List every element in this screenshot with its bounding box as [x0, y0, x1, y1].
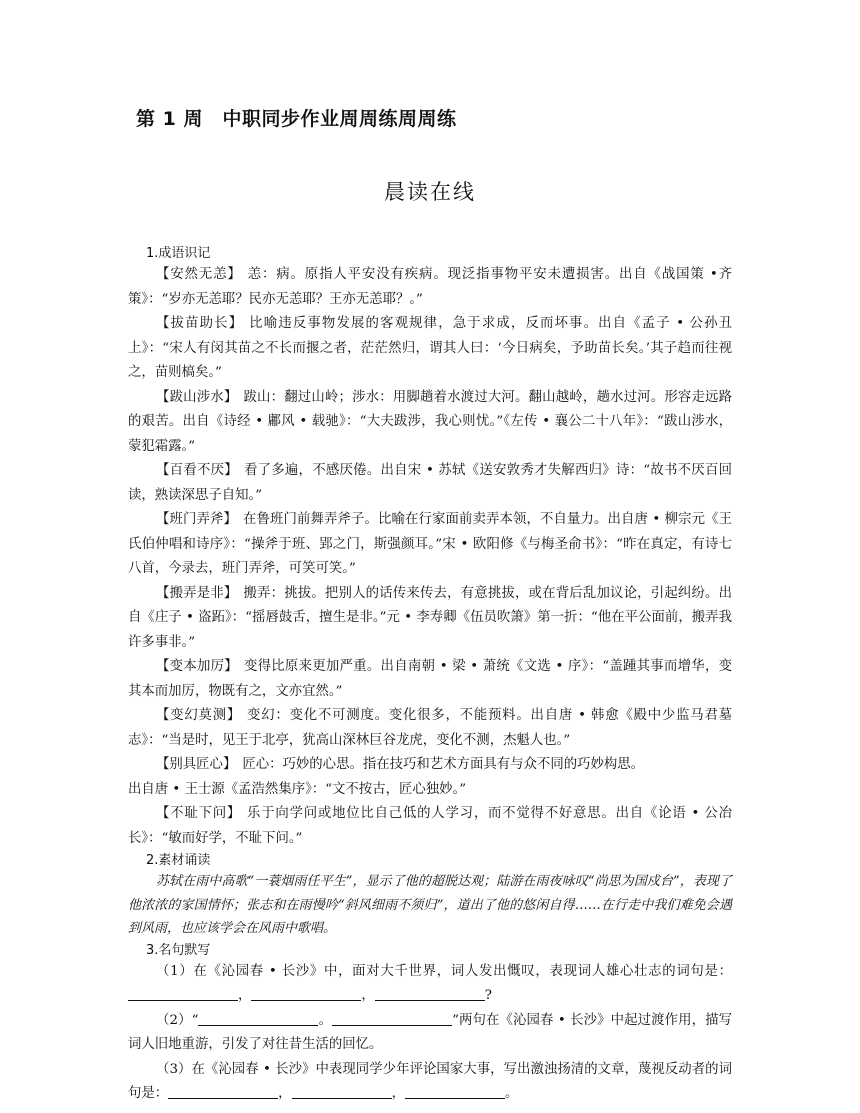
idiom-term: 【变本加厉】	[156, 659, 238, 674]
separator: ?	[484, 988, 492, 1003]
idiom-term: 【拔苗助长】	[156, 316, 244, 331]
idiom-entry	[128, 753, 732, 778]
answer-blank[interactable]	[168, 1083, 278, 1099]
section-label-quotes: 3.名句默写	[146, 942, 211, 958]
separator: ，	[278, 1086, 292, 1101]
idiom-term: 【百看不厌】	[156, 463, 238, 478]
idiom-term: 【安然无恙】	[156, 267, 242, 282]
idiom-text: 出自唐 • 王士源《孟浩然集序》：“文不按古，匠心独妙。”	[128, 781, 467, 797]
answer-blank[interactable]	[375, 985, 485, 1001]
idiom-entry	[128, 263, 732, 312]
idiom-term: 【搬弄是非】	[156, 585, 238, 601]
answer-blank[interactable]	[292, 1083, 392, 1099]
idiom-term: 【跋山涉水】	[156, 389, 238, 405]
idiom-term: 【别具匠心】	[156, 757, 237, 772]
idiom-text: 在鲁班门前舞弄斧子。比喻在行家面前卖弄本领，不自量力。出自唐 • 柳宗元《王氏伯仲唱和诗序》：“操斧于班、郢之门，斯强颜耳。”宋 • 欧阳修《与梅圣俞书》：“昨在真定，有诗七八首，今录去，班门弄斧，可笑可笑。”	[128, 512, 732, 576]
idiom-text: 恙：病。原指人平安没有疾病。现泛指事物平安未遭损害。出自《战国策 •齐策》：“岁亦无恙耶？民亦无恙耶？王亦无恙耶？。”	[128, 267, 732, 307]
separator: 。	[318, 1012, 333, 1028]
idiom-text: 比喻违反事物发展的客观规律，急于求成，反而坏事。出自《孟子 • 公孙丑上》：“宋人有闵其苗之不长而揠之者，茫茫然归，谓其人曰：‘今日病矣，予助苗长矣。’其子趋而往视之，苗则槁矣。”	[128, 316, 732, 380]
idiom-entry	[128, 508, 732, 582]
question-1-text: （1）在《沁园春 • 长沙》中，面对大千世界，词人发出慨叹，表现词人雄心壮志的词句是：	[156, 963, 732, 979]
answer-blank[interactable]	[251, 985, 361, 1001]
idiom-term: 【班门弄斧】	[156, 512, 237, 527]
question-3	[128, 1058, 732, 1107]
idiom-text: 变幻：变化不可测度。变化很多，不能预料。出自唐 • 韩愈《殿中少监马君墓志》：“当是时，见王于北亭，犹高山深林巨谷龙虎，变化不测，杰魁人也。”	[128, 708, 732, 748]
idiom-entry	[128, 459, 732, 508]
idiom-text: 看了多遍，不感厌倦。出自宋 • 苏轼《送安敦秀才失解西归》诗：“故书不厌百回读，熟读深思子自知。”	[128, 463, 732, 503]
idiom-entry	[128, 802, 732, 851]
idiom-entry	[128, 704, 732, 753]
idiom-text: 搬弄：挑拔。把别人的话传来传去，有意挑拔，或在背后乱加议论，引起纠纷。出自《庄子 • 盗跖》：“摇唇鼓舌，擅生是非。”元 • 李寿卿《伍员吹箫》第一折：“他在平公面前，搬弄我许多事非。”	[128, 585, 733, 650]
idiom-text: 跋山：翻过山岭；涉水：用脚趟着水渡过大河。翻山越岭，趟水过河。形容走远路的艰苦。出自《诗经 • 鄘风 • 载驰》：“大夫跋涉，我心则忧。”《左传 • 襄公二十八年》：“跋山涉水，蒙犯霜露。”	[128, 389, 733, 454]
idiom-text: 乐于向学问或地位比自己低的人学习，而不觉得不好意思。出自《论语 • 公冶长》：“敏而好学，不耻下问。”	[128, 806, 732, 846]
question-3-text: （3）在《沁园春 • 长沙》中表现同学少年评论国家大事，写出激浊扬清的文章，蔑视反动者的词句是：	[128, 1061, 732, 1101]
question-2-text: ”两句在《沁园春 • 长沙》中起过渡作用，描写词人旧地重游，引发了对往昔生活的回忆。	[128, 1012, 732, 1052]
idiom-entry	[128, 312, 732, 386]
idiom-entry	[128, 386, 732, 460]
idiom-text: 匠心：巧妙的心思。指在技巧和艺术方面具有与众不同的巧妙构思。	[242, 757, 645, 772]
separator: ，	[361, 988, 375, 1003]
idiom-term: 【不耻下问】	[156, 806, 242, 821]
material-passage: 苏轼在雨中高歌“一蓑烟雨任平生”，显示了他的超脱达观；陆游在雨夜咏叹“尚思为国戍台”，表现了他浓浓的家国情怀；张志和在雨慢吟“斜风细雨不须归”，道出了他的悠闲自得……在行走中我们难免会遇到风雨，也应该学会在风雨中歌唱。	[128, 874, 732, 936]
section-label-idioms: 1.成语识记	[146, 246, 211, 261]
answer-blank[interactable]	[405, 1083, 505, 1099]
idiom-entry	[128, 655, 732, 704]
idiom-entry-continuation	[128, 778, 732, 803]
question-1	[128, 960, 732, 1009]
idiom-entry	[128, 582, 732, 656]
answer-blank[interactable]	[198, 1010, 318, 1026]
question-2-prefix: （2）“	[156, 1012, 199, 1028]
section-label-material: 2.素材诵读	[146, 853, 211, 868]
separator: ，	[238, 988, 252, 1003]
answer-blank[interactable]	[332, 1010, 452, 1026]
idiom-text: 变得比原来更加严重。出自南朝 • 梁 • 萧统《文选 • 序》：“盖踵其事而增华，变其本而加厉，物既有之，文亦宜然。”	[128, 659, 732, 699]
document-heading: 晨读在线	[384, 180, 476, 204]
document-body	[128, 244, 732, 1107]
idiom-term: 【变幻莫测】	[156, 708, 242, 723]
separator: ，	[391, 1086, 405, 1101]
question-2	[128, 1009, 732, 1058]
separator: 。	[504, 1086, 519, 1101]
page-title: 第 1 周 中职同步作业周周练周周练	[136, 108, 457, 130]
answer-blank[interactable]	[128, 985, 238, 1001]
